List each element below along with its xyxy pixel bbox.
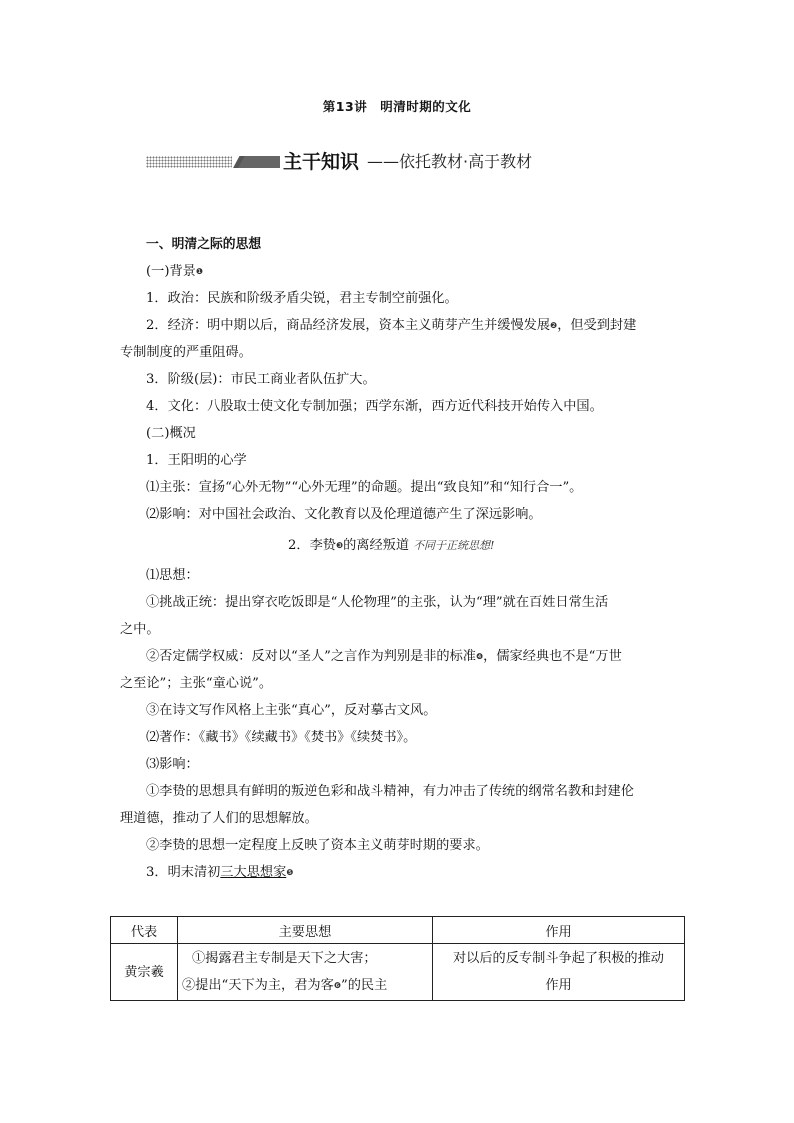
note-marker: ❺ [286,868,294,877]
text-line: 1．王阳明的心学 [146,453,247,468]
text-line: ②否定儒学权威：反对以“圣人”之言作为判别是非的标准❹，儒家经典也不是“万世 [146,649,622,664]
banner-bar-accent [238,156,280,168]
text-line: ①挑战正统：提出穿衣吃饭即是“人伦物理”的主张，认为“理”就在百姓日常生活 [146,595,609,610]
section-banner [146,150,586,176]
column-header: 主要思想 [178,917,433,944]
text-line: 专制制度的严重阻碍。 [120,345,252,360]
text-line: 3．明末清初三大思想家❺ [146,865,294,880]
text-line: ①李贽的思想具有鲜明的叛逆色彩和战斗精神，有力冲击了传统的纲常名教和封建伦 [146,784,634,799]
subsection-heading: (二)概况 [146,426,196,441]
text-line: ⑴思想： [146,568,199,583]
text-line: ⑶影响： [146,757,199,772]
text-line: ②李贽的思想一定程度上反映了资本主义萌芽时期的要求。 [146,838,489,853]
text-line: 之至论”；主张“童心说”。 [120,676,273,691]
text-line: ⑴主张：宣扬“心外无物”“心外无理”的命题。提出“致良知”和“知行合一”。 [146,480,583,495]
thinker-name: 黄宗羲 [111,944,178,1001]
text-line: ⑵著作：《藏书》《续藏书》《焚书》《续焚书》。 [146,730,417,745]
note-marker: ❸ [335,541,344,550]
main-ideas-cell: ①揭露君主专制是天下之大害； ②提出“天下为主，君为客❻”的民主 [178,944,433,1001]
text-line: 2．经济：明中期以后，商品经济发展，资本主义萌芽产生并缓慢发展❷，但受到封建 [146,318,637,333]
text-line: 1．政治：民族和阶级矛盾尖锐，君主专制空前强化。 [146,291,458,306]
note-marker: ❹ [475,652,484,661]
text-line: ⑵影响：对中国社会政治、文化教育以及伦理道德产生了深远影响。 [146,507,542,522]
text-line: 理道德，推动了人们的思想解放。 [120,811,318,826]
lecture-title: 第13讲 明清时期的文化 [322,99,472,114]
subsection-heading: (一)背景❶ [146,264,204,279]
table-header-row [111,917,685,944]
handwritten-note: 不同于正统思想! [413,539,495,552]
text-line: 2．李贽❸的离经叛道 不同于正统思想! [288,538,495,553]
banner-dot-pattern [146,156,232,168]
effect-cell: 对以后的反专制斗争起了积极的推动 作用 [433,944,685,1001]
thinkers-table [110,916,685,1001]
text-line: ③在诗文写作风格上主张“真心”，反对摹古文风。 [146,703,437,718]
note-marker: ❻ [333,981,341,990]
banner-subtitle: ——依托教材·高于教材 [367,152,533,171]
section-heading: 一、明清之际的思想 [146,237,262,252]
column-header: 作用 [433,917,685,944]
text-line: 3．阶级(层)：市民工商业者队伍扩大。 [146,372,376,387]
banner-main-title: 主干知识 [283,151,360,173]
note-marker: ❶ [195,267,204,276]
text-line: 之中。 [120,622,160,637]
note-marker: ❷ [550,321,558,330]
column-header: 代表 [111,917,178,944]
text-line: 4．文化：八股取士使文化专制加强；西学东渐，西方近代科技开始传入中国。 [146,399,603,414]
table-row [111,944,685,1001]
